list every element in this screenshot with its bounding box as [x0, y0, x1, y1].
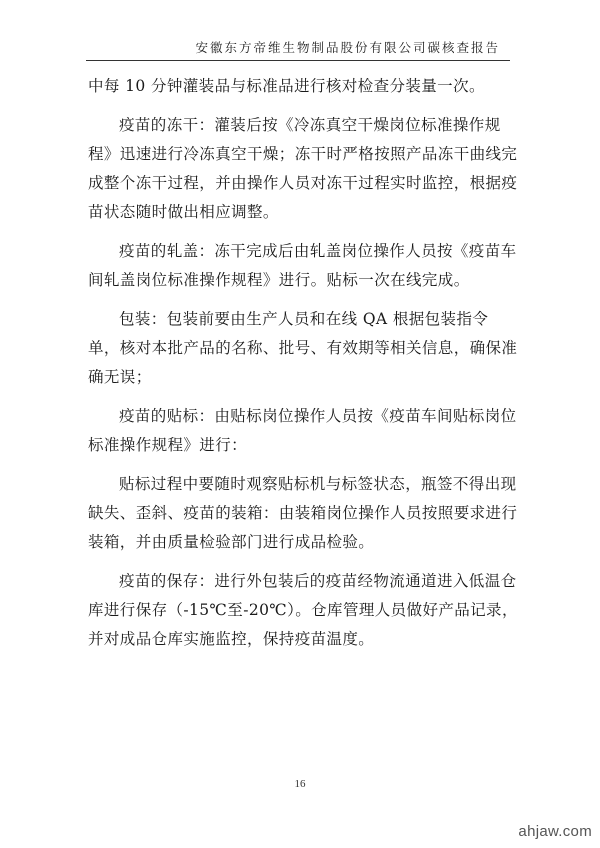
page-header: 安徽东方帝维生物制品股份有限公司碳核查报告	[195, 40, 500, 55]
site-watermark: ahjaw.com	[518, 823, 592, 840]
document-body	[88, 72, 518, 654]
paragraph-capping: 疫苗的轧盖：冻干完成后由轧盖岗位操作人员按《疫苗车间轧盖岗位标准操作规程》进行。贴标一次在线完成。	[88, 242, 517, 289]
page-number: 16	[294, 778, 306, 790]
paragraph-storage: 疫苗的保存：进行外包装后的疫苗经物流通道进入低温仓库进行保存（-15℃至-20℃）。仓库管理人员做好产品记录，并对成品仓库实施监控，保持疫苗温度。	[88, 572, 518, 648]
paragraph-labeling: 疫苗的贴标：由贴标岗位操作人员按《疫苗车间贴标岗位标准操作规程》进行：	[88, 407, 517, 454]
paragraph-labeling-process: 贴标过程中要随时观察贴标机与标签状态，瓶签不得出现缺失、歪斜、疫苗的装箱：由装箱岗位操作人员按照要求进行装箱，并由质量检验部门进行成品检验。	[88, 475, 518, 551]
header-divider	[86, 60, 510, 61]
paragraph-freeze-drying: 疫苗的冻干：灌装后按《冷冻真空干燥岗位标准操作规程》迅速进行冷冻真空干燥；冻干时严格按照产品冻干曲线完成整个冻干过程，并由操作人员对冻干过程实时监控，根据疫苗状态随时做出相应调整。	[88, 116, 518, 221]
paragraph-fill-check: 中每 10 分钟灌装品与标准品进行核对检查分装量一次。	[88, 77, 485, 95]
paragraph-packaging: 包装：包装前要由生产人员和在线 QA 根据包装指令单，核对本批产品的名称、批号、有效期等相关信息，确保准确无误；	[88, 310, 518, 386]
